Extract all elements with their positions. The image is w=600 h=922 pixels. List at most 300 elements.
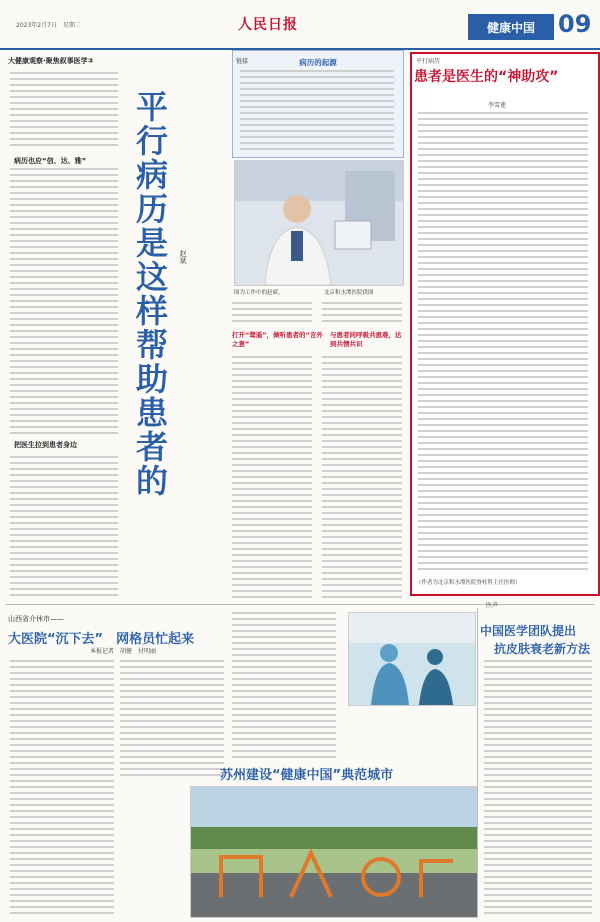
text-line <box>10 366 118 368</box>
text-line <box>418 220 588 222</box>
main-subhead-4: 与患者同呼吸共患难，达到共情共识 <box>330 331 402 348</box>
text-line <box>120 774 224 776</box>
text-line <box>484 798 592 800</box>
text-line <box>322 572 402 574</box>
text-line <box>418 208 588 210</box>
text-line <box>10 756 114 758</box>
section-divider <box>6 604 594 605</box>
text-line <box>418 436 588 438</box>
text-line <box>322 410 402 412</box>
text-line <box>10 708 114 710</box>
text-line <box>418 196 588 198</box>
text-line <box>10 834 114 836</box>
text-line <box>10 276 118 278</box>
text-line <box>484 822 592 824</box>
text-line <box>418 304 588 306</box>
text-line <box>10 354 118 356</box>
text-line <box>322 368 402 370</box>
text-line <box>418 466 588 468</box>
text-line <box>10 312 118 314</box>
text-line <box>484 888 592 890</box>
text-line <box>484 840 592 842</box>
text-line <box>10 858 114 860</box>
text-line <box>322 524 402 526</box>
text-line <box>10 318 118 320</box>
text-line <box>322 584 402 586</box>
column-rule <box>477 608 478 918</box>
text-line <box>10 408 118 410</box>
text-line <box>484 726 592 728</box>
text-line <box>10 246 118 248</box>
text-line <box>10 414 118 416</box>
text-line <box>484 666 592 668</box>
text-line <box>418 394 588 396</box>
text-line <box>232 720 336 722</box>
text-line <box>10 786 114 788</box>
text-line <box>232 566 312 568</box>
text-line <box>322 542 402 544</box>
main-byline: 赵斌 <box>179 250 187 264</box>
text-line <box>232 654 336 656</box>
text-line <box>418 334 588 336</box>
text-line <box>418 418 588 420</box>
text-line <box>232 738 336 740</box>
text-line <box>322 446 402 448</box>
text-line <box>10 174 118 176</box>
text-line <box>232 750 336 752</box>
text-line <box>418 478 588 480</box>
text-line <box>418 118 588 120</box>
text-line <box>418 286 588 288</box>
story4-title-line1: 中国医学团队提出 <box>480 624 577 638</box>
text-line <box>10 900 114 902</box>
text-line <box>10 132 118 134</box>
text-line <box>484 702 592 704</box>
text-line <box>418 148 588 150</box>
text-line <box>10 864 114 866</box>
text-line <box>232 470 312 472</box>
text-line <box>10 264 118 266</box>
text-line <box>232 374 312 376</box>
text-line <box>240 124 394 126</box>
text-line <box>240 82 394 84</box>
text-line <box>232 696 336 698</box>
text-line <box>484 708 592 710</box>
text-line <box>484 786 592 788</box>
text-line <box>484 906 592 908</box>
text-line <box>418 400 588 402</box>
text-line <box>322 392 402 394</box>
text-line <box>418 112 588 114</box>
text-line <box>10 690 114 692</box>
text-line <box>484 738 592 740</box>
text-line <box>240 70 394 72</box>
text-line <box>322 476 402 478</box>
text-line <box>232 590 312 592</box>
text-line <box>10 222 118 224</box>
text-line <box>10 552 118 554</box>
text-line <box>120 762 224 764</box>
text-line <box>10 372 118 374</box>
text-line <box>418 244 588 246</box>
text-line <box>484 762 592 764</box>
text-line <box>120 708 224 710</box>
text-line <box>120 702 224 704</box>
text-line <box>10 684 114 686</box>
text-line <box>418 484 588 486</box>
essay-label: 平行病历 <box>416 58 441 65</box>
text-line <box>484 792 592 794</box>
medical-photo-image <box>349 613 475 705</box>
text-line <box>418 184 588 186</box>
doctor-photo <box>234 160 404 286</box>
text-line <box>232 714 336 716</box>
text-line <box>232 618 336 620</box>
text-line <box>232 320 312 322</box>
text-line <box>10 114 118 116</box>
text-line <box>322 566 402 568</box>
text-line <box>232 308 312 310</box>
text-line <box>240 106 394 108</box>
text-line <box>10 540 118 542</box>
text-line <box>10 102 118 104</box>
text-line <box>120 750 224 752</box>
text-line <box>232 648 336 650</box>
text-line <box>484 660 592 662</box>
text-line <box>10 912 114 914</box>
text-line <box>418 454 588 456</box>
text-line <box>418 178 588 180</box>
text-line <box>10 210 118 212</box>
text-line <box>322 428 402 430</box>
text-line <box>10 510 118 512</box>
text-line <box>10 516 118 518</box>
text-line <box>418 550 588 552</box>
text-line <box>232 482 312 484</box>
text-line <box>10 432 118 434</box>
text-line <box>484 900 592 902</box>
text-line <box>10 384 118 386</box>
text-line <box>232 542 312 544</box>
text-line <box>484 774 592 776</box>
text-line <box>322 500 402 502</box>
text-line <box>10 348 118 350</box>
text-line <box>418 358 588 360</box>
section-title: 健康中国 <box>468 14 554 40</box>
text-line <box>418 544 588 546</box>
text-line <box>418 250 588 252</box>
text-line <box>322 560 402 562</box>
text-line <box>120 720 224 722</box>
text-line <box>10 396 118 398</box>
photo-credit: 北京积水潭医院供图 <box>324 290 374 296</box>
text-line <box>322 482 402 484</box>
text-line <box>10 732 114 734</box>
text-line <box>484 894 592 896</box>
text-line <box>10 270 118 272</box>
text-line <box>10 906 114 908</box>
text-line <box>10 498 118 500</box>
text-line <box>484 714 592 716</box>
text-line <box>418 556 588 558</box>
text-line <box>232 636 336 638</box>
text-line <box>10 774 114 776</box>
text-line <box>10 522 118 524</box>
text-line <box>10 870 114 872</box>
text-line <box>322 512 402 514</box>
text-line <box>322 518 402 520</box>
text-line <box>10 168 118 170</box>
text-line <box>322 302 402 304</box>
text-line <box>232 702 336 704</box>
text-line <box>232 732 336 734</box>
text-line <box>120 714 224 716</box>
text-line <box>418 292 588 294</box>
text-line <box>120 684 224 686</box>
park-photo-image <box>191 787 477 917</box>
text-line <box>10 726 114 728</box>
text-line <box>10 306 118 308</box>
text-line <box>120 732 224 734</box>
text-line <box>484 876 592 878</box>
text-line <box>232 356 312 358</box>
text-line <box>484 690 592 692</box>
text-line <box>10 672 114 674</box>
text-line <box>232 596 312 598</box>
text-line <box>10 480 118 482</box>
text-line <box>240 148 394 150</box>
text-line <box>484 684 592 686</box>
text-line <box>484 816 592 818</box>
text-line <box>240 142 394 144</box>
text-line <box>10 288 118 290</box>
text-line <box>232 572 312 574</box>
text-line <box>10 768 114 770</box>
text-line <box>322 308 402 310</box>
text-line <box>10 468 118 470</box>
text-line <box>120 666 224 668</box>
text-line <box>418 268 588 270</box>
text-line <box>10 492 118 494</box>
text-line <box>418 280 588 282</box>
text-line <box>232 666 336 668</box>
text-line <box>10 714 114 716</box>
text-line <box>418 514 588 516</box>
text-line <box>418 262 588 264</box>
text-line <box>232 518 312 520</box>
text-line <box>232 410 312 412</box>
text-line <box>120 672 224 674</box>
text-line <box>10 582 118 584</box>
text-line <box>240 76 394 78</box>
text-line <box>484 810 592 812</box>
text-line <box>232 494 312 496</box>
text-line <box>232 512 312 514</box>
text-line <box>322 578 402 580</box>
text-line <box>232 386 312 388</box>
text-line <box>10 798 114 800</box>
text-line <box>232 404 312 406</box>
text-line <box>232 524 312 526</box>
text-line <box>232 536 312 538</box>
text-line <box>322 488 402 490</box>
text-line <box>10 390 118 392</box>
text-line <box>232 684 336 686</box>
text-line <box>418 532 588 534</box>
text-line <box>322 314 402 316</box>
text-line <box>418 430 588 432</box>
text-line <box>232 458 312 460</box>
text-line <box>120 678 224 680</box>
text-line <box>418 346 588 348</box>
essay-title: 患者是医生的“神助攻” <box>414 69 559 85</box>
text-line <box>10 846 114 848</box>
text-line <box>418 238 588 240</box>
text-line <box>322 536 402 538</box>
text-line <box>418 442 588 444</box>
text-line <box>10 90 118 92</box>
text-line <box>10 762 114 764</box>
main-headline: 平行病历是这样帮助患者的 <box>131 90 169 498</box>
text-line <box>10 588 118 590</box>
text-line <box>10 120 118 122</box>
text-line <box>232 672 336 674</box>
text-line <box>418 424 588 426</box>
text-line <box>484 912 592 914</box>
text-line <box>240 94 394 96</box>
text-line <box>10 324 118 326</box>
text-line <box>10 894 114 896</box>
text-line <box>322 554 402 556</box>
text-line <box>10 804 114 806</box>
text-line <box>120 726 224 728</box>
text-line <box>232 362 312 364</box>
text-line <box>322 464 402 466</box>
text-line <box>418 376 588 378</box>
text-line <box>10 528 118 530</box>
story4-title-line2: 抗皮肤衰老新方法 <box>494 642 591 656</box>
text-line <box>10 144 118 146</box>
text-line <box>120 756 224 758</box>
text-line <box>418 412 588 414</box>
text-line <box>322 320 402 322</box>
text-line <box>232 584 312 586</box>
text-line <box>418 340 588 342</box>
text-line <box>484 720 592 722</box>
text-line <box>10 822 114 824</box>
text-line <box>418 274 588 276</box>
text-line <box>10 84 118 86</box>
text-line <box>232 548 312 550</box>
text-line <box>418 322 588 324</box>
text-line <box>10 534 118 536</box>
text-line <box>232 660 336 662</box>
text-line <box>10 816 114 818</box>
text-line <box>418 448 588 450</box>
story2-title: 大医院“沉下去” 网格员忙起来 <box>8 632 195 647</box>
text-line <box>418 370 588 372</box>
text-line <box>10 546 118 548</box>
essay-author: 李雪莲 <box>488 102 507 109</box>
story4-tag: 医声 <box>486 602 499 609</box>
text-line <box>418 490 588 492</box>
text-line <box>10 258 118 260</box>
text-line <box>10 342 118 344</box>
text-line <box>232 756 336 758</box>
text-line <box>418 562 588 564</box>
text-line <box>484 852 592 854</box>
text-line <box>232 578 312 580</box>
text-line <box>10 750 114 752</box>
text-line <box>232 642 336 644</box>
text-line <box>484 768 592 770</box>
text-line <box>322 470 402 472</box>
text-line <box>322 416 402 418</box>
text-line <box>322 356 402 358</box>
text-line <box>232 500 312 502</box>
essay-footer: （作者为北京积水潭医院脊柱科主任医师） <box>416 580 521 586</box>
text-line <box>322 530 402 532</box>
text-line <box>232 302 312 304</box>
text-line <box>10 96 118 98</box>
text-line <box>232 446 312 448</box>
sidebar-label: 链接 <box>236 58 249 65</box>
text-line <box>232 398 312 400</box>
text-line <box>10 810 114 812</box>
page-header <box>0 0 600 50</box>
text-line <box>10 186 118 188</box>
text-line <box>10 198 118 200</box>
text-line <box>418 154 588 156</box>
text-line <box>232 434 312 436</box>
text-line <box>484 672 592 674</box>
text-line <box>418 172 588 174</box>
text-line <box>322 380 402 382</box>
text-line <box>418 472 588 474</box>
text-line <box>240 118 394 120</box>
text-line <box>10 594 118 596</box>
text-line <box>418 538 588 540</box>
text-line <box>10 678 114 680</box>
text-line <box>322 386 402 388</box>
text-line <box>10 504 118 506</box>
text-line <box>120 744 224 746</box>
text-line <box>484 696 592 698</box>
text-line <box>232 416 312 418</box>
text-line <box>10 126 118 128</box>
text-line <box>484 870 592 872</box>
text-line <box>240 88 394 90</box>
text-line <box>418 526 588 528</box>
text-line <box>418 124 588 126</box>
text-line <box>418 130 588 132</box>
text-line <box>10 138 118 140</box>
text-line <box>10 294 118 296</box>
text-line <box>10 780 114 782</box>
text-line <box>232 440 312 442</box>
text-line <box>10 426 118 428</box>
text-line <box>484 804 592 806</box>
text-line <box>10 216 118 218</box>
text-line <box>10 204 118 206</box>
text-line <box>10 696 114 698</box>
text-line <box>232 630 336 632</box>
text-line <box>10 888 114 890</box>
text-line <box>10 666 114 668</box>
text-line <box>484 678 592 680</box>
text-line <box>484 732 592 734</box>
text-line <box>10 882 114 884</box>
